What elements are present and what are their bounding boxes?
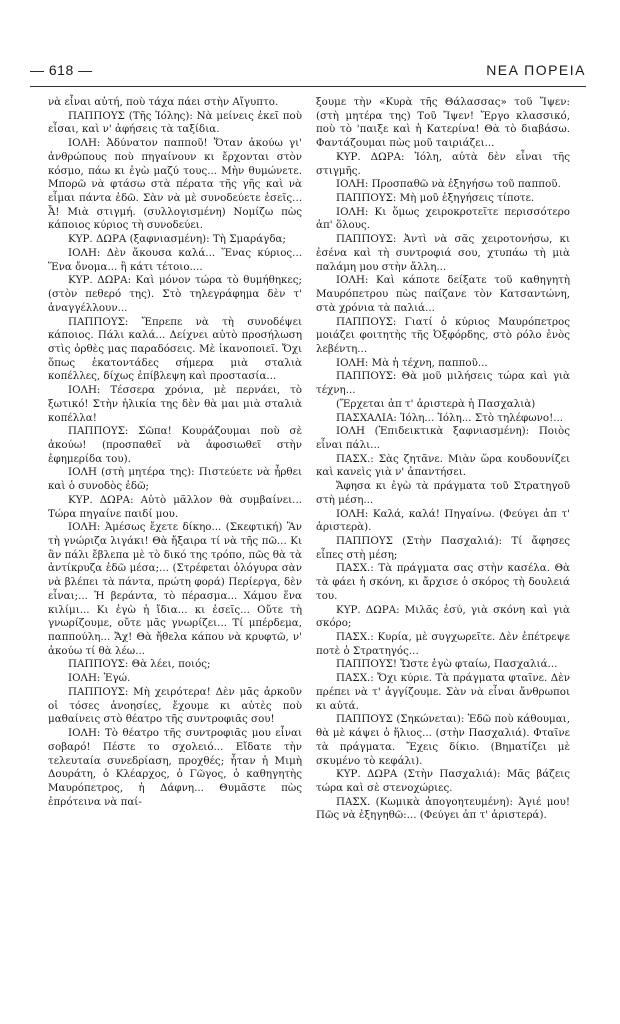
dialogue-paragraph: ΠΑΠΠΟΥΣ! Ὥστε ἐγὼ φταίω, Πασχαλιά... [336, 658, 558, 671]
dialogue-paragraph: ΠΑΠΠΟΥΣ: Ἀντὶ νὰ σᾶς χειροτονήσω, κι ἐσένα καὶ τὴ συντροφιά σου, χτυπάω τὴ μιὰ παλάμη μου στὴν ἄλλη... [316, 233, 570, 273]
dialogue-paragraph: ΠΑΠΠΟΥΣ: Μὴ χειρότερα! Δὲν μᾶς ἀρκοῦν οἱ τόσες ἀνοησίες, ἔχουμε κι αὐτὲς ποὺ μαθαίνεις στὸ θέατρο τῆς συντροφιᾶς σου! [48, 685, 302, 726]
dialogue-paragraph: ΠΑΣΧ.: Σὰς ζητᾶνε. Μιὰν ὥρα κουδουνίζει καὶ κανεὶς γιὰ ν' ἀπαντήσει. [316, 452, 570, 479]
dialogue-paragraph: ΠΑΣΧ.: Κυρία, μὲ συγχωρεῖτε. Δὲν ἐπέτρεψε ποτὲ ὁ Στρατηγός... [316, 631, 570, 657]
dialogue-paragraph: ξουμε τὴν «Κυρὰ τῆς Θάλασσας» τοῦ Ἴψεν: (στὴ μητέρα της) Τοῦ Ἴψεν! Ἔργο κλασσικό, ποὺ τὸ 'παιξε καὶ ἡ Κατερίνα! Θὰ τὸ διαβάσω. Φαντάζουμαι πὼς μοῦ ταιριάζει... [316, 96, 570, 150]
dialogue-paragraph: ΙΟΛΗ: Κι ὅμως χειροκροτεῖτε περισσότερο ἀπ' ὅλους. [316, 205, 570, 232]
dialogue-paragraph: ΠΑΠΠΟΥΣ (Τῆς Ἰόλης): Νὰ μείνεις ἐκεῖ ποὺ εἶσαι, καὶ ν' ἀφήσεις τὰ ταξίδια. [48, 109, 302, 136]
dialogue-paragraph: ΙΟΛΗ: Τέσσερα χρόνια, μὲ περνάει, τὸ ξωτικό! Στὴν ἡλικία της δὲν θὰ μαι μιὰ σταλιὰ κοπέλλα! [48, 384, 302, 424]
dialogue-paragraph: ΠΑΠΠΟΥΣ (Στὴν Πασχαλιά): Τί ἄφησες εἶπες στὴ μέση; [316, 535, 570, 561]
dialogue-paragraph: ΠΑΠΠΟΥΣ: Θὰ μοῦ μιλήσεις τώρα καὶ γιὰ τέχνη... [316, 370, 570, 397]
dialogue-paragraph: ΚΥΡ. ΔΩΡΑ: Αὐτὸ μᾶλλον θὰ συμβαίνει... Τώρα πηγαίνε παιδί μου. [48, 493, 302, 520]
text-column-left [48, 96, 302, 809]
dialogue-paragraph: ΙΟΛΗ: Δὲν ἄκουσα καλά... Ἕνας κύριος... Ἕνα ὄνομα... ἢ κάτι τέτοιο.... [48, 246, 302, 273]
dialogue-paragraph: ΙΟΛΗ: Καὶ κάποτε δείξατε τοῦ καθηγητὴ Μαυρόπετρου πὼς παίζανε τὸν Κατσαντώνη, στὰ χρόνια τὰ παλιά... [316, 274, 570, 314]
dialogue-paragraph: ΠΑΠΠΟΥΣ: Μὴ μοῦ ἐξηγήσεις τίποτε. [336, 192, 535, 205]
dialogue-paragraph: ΙΟΛΗ: Τὸ θέατρο τῆς συντροφιᾶς μου εἶναι σοβαρό! Πέστε το σχολειό... Εἴδατε τὴν τελευταία συνεδρίαση, προχθές; ἦταν ἡ Μιμὴ Δουράτη, ὁ Κλέαρχος, ὁ Γῶγος, ὁ καθηγητὴς Μαυρόπετρος, ἡ Δάφνη... Θυμᾶστε πὼς ἐπρότεινα νὰ παί- [48, 727, 302, 808]
dialogue-paragraph: ΠΑΣΧ.: Ὄχι κύριε. Τὰ πράγματα φταῖνε. Δὲν πρέπει νὰ τ' ἀγγίζουμε. Σὰν νὰ εἶναι ἄνθρωποι κι αὐτά. [316, 672, 570, 712]
dialogue-paragraph: ΙΟΛΗ: Ἀμέσως ἔχετε δίκηο... (Σκεφτική) Ἂν τὴ γνώριζα λιγάκι! Θὰ ἤξαιρα τί νὰ τῆς πῶ... Κι ἂν πάλι ἔβλεπα μὲ τὸ δικό της τρόπο, πῶς θὰ τὰ ἀντίκρυζα ἐδῶ μέσα;... (Στρέφεται ὁλόγυρα σὰν νὰ βλέπει τὰ πάντα, πρώτη φορά) Περίεργα, δὲν εἶναι;... Ἡ βεράντα, τὸ πέρασμα... Χάμου ἕνα κιλίμι... Κι ἐγὼ ἡ ἴδια... κι ἐσεῖς... Οὔτε τὴ γνωρίζουμε, οὔτε μᾶς γνωρίζει... Τί μπέρδεμα, παππούλη... Ἄχ! Θὰ ἤθελα κάπου νὰ κρυφτῶ, ν' ἀκούω τί θὰ λέω... [48, 521, 302, 657]
dialogue-paragraph: ΠΑΠΠΟΥΣ: Ἔπρεπε νὰ τὴ συνοδέψει κάποιος. Πάλι καλά... Δείχνει αὐτὸ προσήλωση στὶς ὀρθὲς μας παραδόσεις. Μὲ ἱκανοποιεῖ. Ὄχι ὅπως ἑκατοντάδες σήμερα μιὰ σταλιὰ κοπέλλες, δίχως ἐπίβλεψη καὶ προστασία... [48, 315, 302, 383]
dialogue-paragraph: ΙΟΛΗ: Προσπαθῶ νὰ ἐξηγήσω τοῦ παπποῦ. [336, 178, 561, 191]
dialogue-paragraph: (Ἔρχεται ἀπ τ' ἀριστερὰ ἡ Πασχαλιὰ) [336, 397, 536, 410]
dialogue-paragraph: ΙΟΛΗ: Μὰ ἡ τέχνη, παπποῦ... [336, 356, 488, 369]
dialogue-paragraph: ΙΟΛΗ: Καλά, καλά! Πηγαίνω. (Φεύγει ἀπ τ' ἀριστερὰ). [316, 507, 570, 534]
header-rule [30, 86, 586, 87]
dialogue-paragraph: Ἄφησα κι ἐγὼ τὰ πράγματα τοῦ Στρατηγοῦ στὴ μέση... [316, 480, 570, 506]
dialogue-paragraph: ΚΥΡ. ΔΩΡΑ: Καὶ μόνον τώρα τὸ θυμήθηκες; (στὸν πεθερό της). Στὸ τηλεγράφημα δὲν τ' ἀναγγέλλουν... [48, 274, 302, 314]
dialogue-paragraph: ΚΥΡ. ΔΩΡΑ (Στὴν Πασχαλιά): Μᾶς βάζεις τώρα καὶ σὲ στενοχώριες. [316, 768, 570, 794]
dialogue-paragraph: ΠΑΠΠΟΥΣ: Γιατί ὁ κύριος Μαυρόπετρος μοιάζει φοιτητὴς τῆς Ὀξφόρδης, στὸ ρόλο ἑνὸς λεβέντη... [316, 315, 570, 355]
dialogue-paragraph: ΚΥΡ. ΔΩΡΑ (ξαφνιασμένη): Τὴ Σμαράγδα; [68, 233, 286, 246]
text-column-right [316, 96, 570, 823]
dialogue-paragraph: ΠΑΠΠΟΥΣ: Σῶπα! Κουράζουμαι ποὺ σὲ ἀκούω! (προσπαθεῖ νὰ ἀφοσιωθεῖ στὴν ἐφημερίδα του). [48, 425, 302, 465]
journal-title: ΝΕΑ ΠΟΡΕΙΑ [486, 62, 586, 78]
dialogue-paragraph: νὰ εἶναι αὐτή, ποὺ τάχα πάει στὴν Αἴγυπτο. [48, 96, 279, 108]
dialogue-paragraph: ΙΟΛΗ (Ἐπιδεικτικὰ ξαφνιασμένη): Ποιὸς εἶναι πάλι... [316, 425, 570, 451]
dialogue-paragraph: ΠΑΣΧΑΛΙΑ: Ἰόλη... Ἰόλη... Στὸ τηλέφωνο!... [336, 411, 564, 424]
dialogue-paragraph: ΠΑΣΧ. (Κωμικὰ ἀπογοητευμένη): Ἁγιέ μου! Πῶς νὰ ἐξηγηθῶ:... (Φεύγει ἀπ τ' ἀριστερά). [316, 795, 570, 822]
dialogue-paragraph: ΠΑΠΠΟΥΣ (Σηκώνεται): Ἐδῶ ποὺ κάθουμαι, θὰ μὲ κάψει ὁ ἥλιος... (στὴν Πασχαλιά). Φταῖνε τὰ πράγματα. Ἔχεις δίκιο. (Βηματίζει μὲ σκυμένο τὸ κεφάλι). [316, 713, 570, 767]
dialogue-paragraph: ΚΥΡ. ΔΩΡΑ: Μιλᾶς ἐσύ, γιὰ σκόνη καὶ γιὰ σκόρο; [316, 603, 570, 630]
dialogue-paragraph: ΠΑΠΠΟΥΣ: Θὰ λέει, ποιός; [68, 658, 211, 671]
dialogue-paragraph: ΚΥΡ. ΔΩΡΑ: Ἰόλη, αὐτὰ δὲν εἶναι τῆς στιγμῆς. [316, 150, 570, 177]
dialogue-paragraph: ΠΑΣΧ.: Τὰ πράγματα σας στὴν κασέλα. Θὰ τὰ φάει ἡ σκόνη, κι ἄρχισε ὁ σκόρος τὴ δουλειά του. [316, 562, 570, 602]
page-number: — 618 — [30, 62, 93, 78]
dialogue-paragraph: ΙΟΛΗ: Ἐγώ. [68, 672, 131, 685]
page-header [30, 62, 586, 84]
dialogue-paragraph: ΙΟΛΗ (στὴ μητέρα της): Πιστεύετε νὰ ἦρθει καὶ ὁ συνοδὸς ἐδῶ; [48, 466, 302, 493]
dialogue-paragraph: ΙΟΛΗ: Ἀδύνατον παπποῦ! Ὅταν ἀκούω γι' ἀνθρώπους ποὺ πηγαίνουν κι ἔρχονται στὸν κόσμο, πάω κι ἐγὼ μαζύ τους... Μὴν θυμώνετε. Μπορῶ νὰ φτάσω στὰ πέρατα τῆς γῆς καὶ νὰ εἶμαι πάντα ἐδῶ. Σὰν νὰ μὲ συνοδεύετε ἐσεῖς... Ἆ! Μιὰ στιγμή. (συλλογισμένη) Νομίζω πὼς κάποιος κύριος τὴ συνοδεύει. [48, 137, 302, 232]
